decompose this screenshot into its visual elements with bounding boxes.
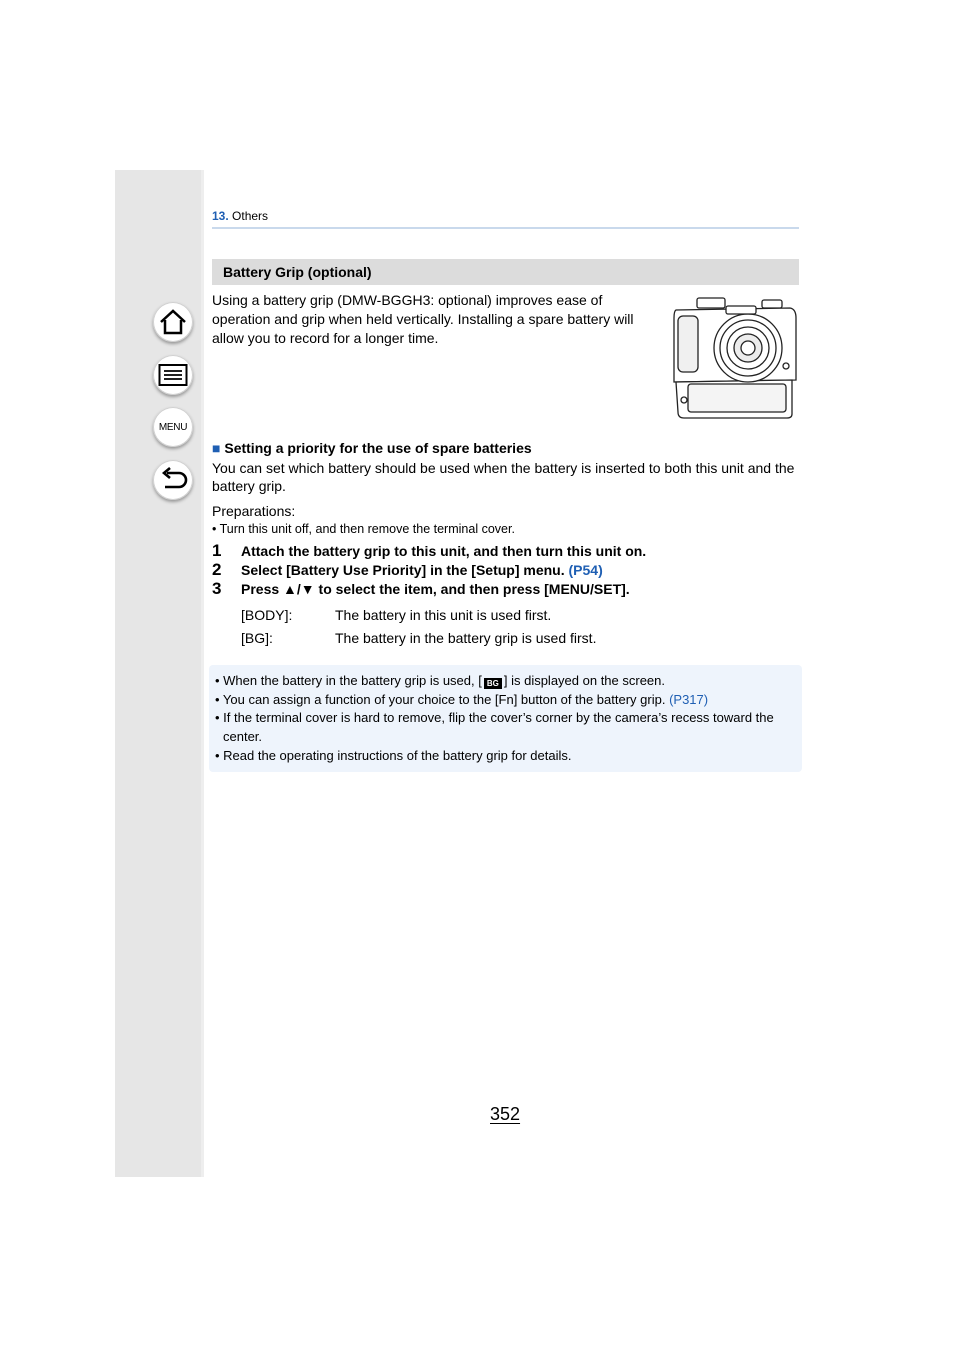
battery-grip-icon: BG [484,678,502,689]
option-desc: The battery in this unit is used first. [335,607,552,623]
note-text: ] is displayed on the screen. [503,673,666,688]
subsection-title-text: Setting a priority for the use of spare batteries [224,440,532,456]
step-number: 3 [212,579,222,598]
note-item: • If the terminal cover is hard to remove, flip the cover’s corner by the camera’s recess toward the center. [215,710,774,745]
note-text: • When the battery in the battery grip is used, [ [215,673,482,688]
breadcrumb [212,209,268,223]
subsection-text: You can set which battery should be used when the battery is inserted to both this unit and the battery grip. [212,460,795,494]
contents-button[interactable] [153,355,193,395]
note-text: • You can assign a function of your choice to the [Fn] button of the battery grip. [215,691,666,707]
step-1 [212,541,646,561]
menu-button[interactable] [153,407,193,447]
back-arrow-icon [158,467,188,493]
subsection-title [212,440,532,456]
list-icon [158,363,188,387]
page-number: 352 [490,1104,521,1124]
option-body [241,607,551,623]
camera-with-battery-grip-image [668,296,800,422]
header-rule [212,227,799,229]
step-2 [212,560,603,580]
preparations-label: Preparations: [212,503,296,519]
step-text: Attach the battery grip to this unit, and then turn this unit on. [241,543,647,559]
option-key: [BODY]: [241,607,293,623]
option-desc: The battery in the battery grip is used first. [335,630,597,646]
section-title: Battery Grip (optional) [212,259,799,285]
step-number: 1 [212,541,222,560]
chapter-number: 13. [212,209,229,223]
subsection-marker: ■ [212,440,221,456]
option-key: [BG]: [241,630,273,646]
step-text: Select [Battery Use Priority] in the [Setup] menu. [241,562,565,578]
page-link-p317[interactable]: (P317) [669,691,709,707]
note-item [213,691,798,710]
home-icon [158,308,188,336]
step-number: 2 [212,560,222,579]
chapter-label: Others [232,209,269,223]
option-bg [241,630,596,646]
back-button[interactable] [153,460,193,500]
page-link-p54[interactable]: (P54) [568,562,603,578]
home-button[interactable] [153,302,193,342]
note-item: • Read the operating instructions of the battery grip for details. [215,747,572,763]
menu-icon: MENU [158,421,188,433]
step-3 [212,579,630,599]
intro-text: Using a battery grip (DMW-BGGH3: optional) improves ease of operation and grip when held vertically. Installing a spare battery will allow you to record for a longer time. [212,292,634,346]
notes-box [209,665,802,772]
preparations-note: • Turn this unit off, and then remove the terminal cover. [212,522,515,536]
step-text: Press ▲/▼ to select the item, and then press [MENU/SET]. [241,581,630,597]
note-item [213,672,798,691]
